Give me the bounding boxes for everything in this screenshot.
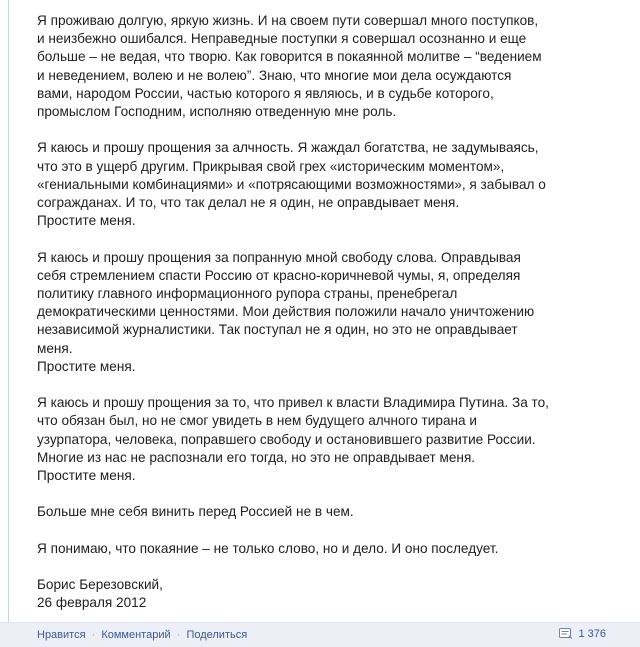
post-text-line: Я проживаю долгую, яркую жизнь. И на своем пути совершал много поступков, [37, 13, 539, 28]
post-paragraph [37, 12, 627, 121]
post-paragraph [37, 394, 627, 485]
post-text-line: Простите меня. [37, 358, 136, 374]
post-text-line: Простите меня. [37, 213, 136, 229]
post-text-line: Я каюсь и прошу прощения за попранную мной свободу слова. Оправдывая [37, 249, 521, 265]
post-text-line: Я каюсь и прошу прощения за то, что привел к власти Владимира Путина. За то, [37, 395, 549, 411]
post-text-line: Простите меня. [37, 468, 136, 484]
post-text-line: промыслом Господним, исполняю отведенную мне роль. [37, 104, 397, 120]
post-text-line: политику главного информационного рупора страны, пренебрегал [37, 286, 458, 302]
post-paragraph [37, 576, 627, 612]
share-link[interactable]: Поделиться [186, 629, 248, 641]
post-text-line: и неизбежно ошибался. Неправедные поступки я совершал осознанно и еще [37, 31, 527, 47]
post-text-line: согражданах. И то, что так делал не я один, не оправдывает меня. [37, 195, 460, 211]
post-text-line: что это в ущерб другим. Прикрывая свой грех «историческим моментом», [37, 158, 505, 174]
separator: · [91, 629, 96, 641]
post-text-line: и неведением, волею и не волею”. Знаю, что многие мои дела осуждаются [37, 67, 512, 83]
post-actions [37, 628, 247, 642]
like-link[interactable]: Нравится [37, 629, 86, 641]
post-text-line: Больше мне себя винить перед Россией не в чем. [37, 504, 354, 520]
post-text-line: узурпатора, человека, поправшего свободу и остановившего развитие России. [37, 431, 536, 447]
post-footer [0, 622, 640, 647]
post-text-line: 26 февраля 2012 [37, 595, 147, 611]
post-text-line: Борис Березовский, [37, 577, 163, 593]
comment-link[interactable]: Комментарий [101, 629, 171, 641]
post-paragraph [37, 249, 627, 376]
post-text-line: Я понимаю, что покаяние – не только слово, но и дело. И оно последует. [37, 540, 499, 556]
post-paragraph [37, 540, 627, 558]
post-text-line: «гениальными комбинациями» и «потрясающими возможностями», я забывал о [37, 176, 546, 192]
separator: · [176, 629, 181, 641]
share-count-icon [558, 627, 574, 641]
post-text-line: демократическими ценностями. Мои действия положили начало уничтожению [37, 304, 535, 320]
post-text-line: Я каюсь и прошу прощения за алчность. Я жаждал богатства, не задумываясь, [37, 140, 539, 156]
post-paragraph [37, 139, 627, 230]
post-body [37, 12, 627, 631]
post-text-line: Многие из нас не распознали его тогда, но это не оправдывает меня. [37, 449, 476, 465]
post-text-line: что обязан был, но не смог увидеть в нем будущего алчного тирана и [37, 413, 477, 429]
post-paragraph [37, 503, 627, 521]
share-count-number: 1 376 [578, 628, 606, 640]
left-border-rule [8, 0, 9, 624]
post-text-line: вами, народом России, частью которого я являюсь, и в судьбе которого, [37, 85, 494, 101]
post-text-line: меня. [37, 340, 73, 356]
post-text-line: больше – не ведая, что творю. Как говорится в покаянной молитве – “ведением [37, 49, 542, 65]
post-text-line: себя стремлением спасти Россию от красно-коричневой чумы, я, определяя [37, 267, 521, 283]
post-text-line: независимой журналистики. Так поступал не я один, но это не оправдывает [37, 322, 518, 338]
share-count[interactable] [558, 627, 606, 641]
